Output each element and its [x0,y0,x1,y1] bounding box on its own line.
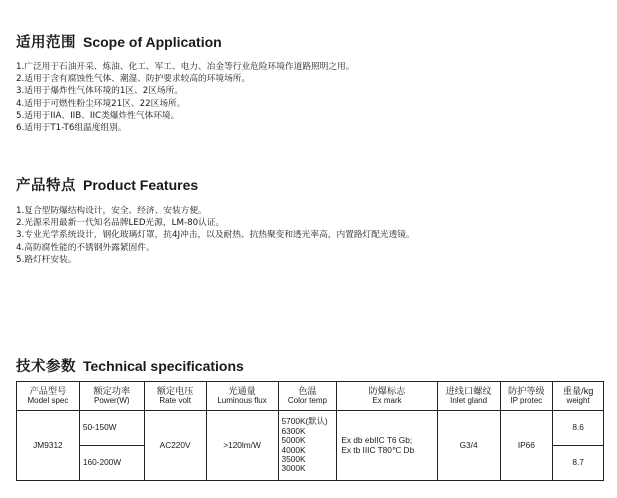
scope-item: 4.适用于可燃性粉尘环境21区、22区场所。 [16,98,186,109]
color-temp-value: 5000K [281,435,306,446]
specs-section [16,355,610,481]
col-header-voltage: 额定电压 Rate volt [144,382,206,411]
col-header-ex-mark: 防爆标志 Ex mark [337,382,437,411]
feature-item: 1.复合型防爆结构设计，安全、经济、安装方便。 [16,206,207,216]
scope-item: 6.适用于T1-T6组温度组别。 [16,123,127,134]
cell-flux: >120lm/W [206,411,278,481]
cell-weight: 8.7 [553,446,604,481]
cell-color-temp [278,411,337,481]
feature-item: 3.专业光学系统设计，钢化玻璃灯罩，抗4J冲击，以及耐热、抗热聚变和透光率高，内置路灯配光透镜。 [16,230,415,241]
color-temp-value: 6300K [281,425,306,436]
color-temp-value: 4000K [281,444,306,455]
feature-item: 2.光源采用最新一代知名品牌LED光源，LM-80认证。 [16,218,225,229]
scope-heading [16,31,606,52]
col-header-flux: 光通量 Luminous flux [206,382,278,411]
scope-section [16,31,606,134]
col-header-ip: 防护等级 IP protec [500,382,553,411]
features-list [16,205,606,266]
cell-power: 50-150W [79,411,144,446]
col-header-model: 产品型号 Model spec [17,382,80,411]
scope-item: 2.适用于含有腐蚀性气体、潮湿、防护要求较高的环境场所。 [16,74,251,85]
color-temp-value: 5700K(默认) [281,416,328,427]
specs-table [16,381,604,481]
color-temp-value: 3000K [281,463,306,474]
cell-model: JM9312 [17,411,80,481]
scope-list [16,61,606,134]
specs-heading [16,355,610,376]
color-temp-value: 3500K [281,453,306,464]
col-header-power: 额定功率 Power(W) [79,382,144,411]
scope-item: 1.广泛用于石油开采、炼油、化工、军工、电力、冶金等行业危险环境作道路照明之用。 [16,62,355,72]
table-row [17,411,604,446]
cell-weight: 8.6 [553,411,604,446]
table-header-row [17,382,604,411]
cell-ex-mark [337,411,437,481]
cell-inlet-gland: G3/4 [437,411,500,481]
cell-power: 160-200W [79,446,144,481]
scope-item: 3.适用于爆炸性气体环境的1区、2区场所。 [16,86,184,97]
cell-ip: IP66 [500,411,553,481]
scope-title-cn: 适用范围 [16,35,76,51]
scope-title-en: Scope of Application [83,34,222,50]
scope-item: 5.适用于IIA、IIB、IIC类爆炸性气体环境。 [16,110,180,121]
ex-mark-line: Ex tb IIIC T80℃ Db [341,444,415,455]
specs-title-en: Technical specifications [83,358,244,374]
ex-mark-line: Ex db ebIIC T6 Gb; [341,435,413,445]
col-header-weight: 重量/kg weight [553,382,604,411]
features-title-en: Product Features [83,177,199,193]
cell-voltage: AC220V [144,411,206,481]
col-header-color-temp: 色温 Color temp [278,382,337,411]
features-heading [16,174,606,195]
feature-item: 4.高防腐性能的不锈钢外露紧固件。 [16,242,155,253]
col-header-inlet: 进线口螺纹 Inlet gland [437,382,500,411]
feature-item: 5.路灯杆安装。 [16,254,77,265]
specs-title-cn: 技术参数 [16,359,76,375]
features-section [16,174,606,266]
features-title-cn: 产品特点 [16,178,76,194]
